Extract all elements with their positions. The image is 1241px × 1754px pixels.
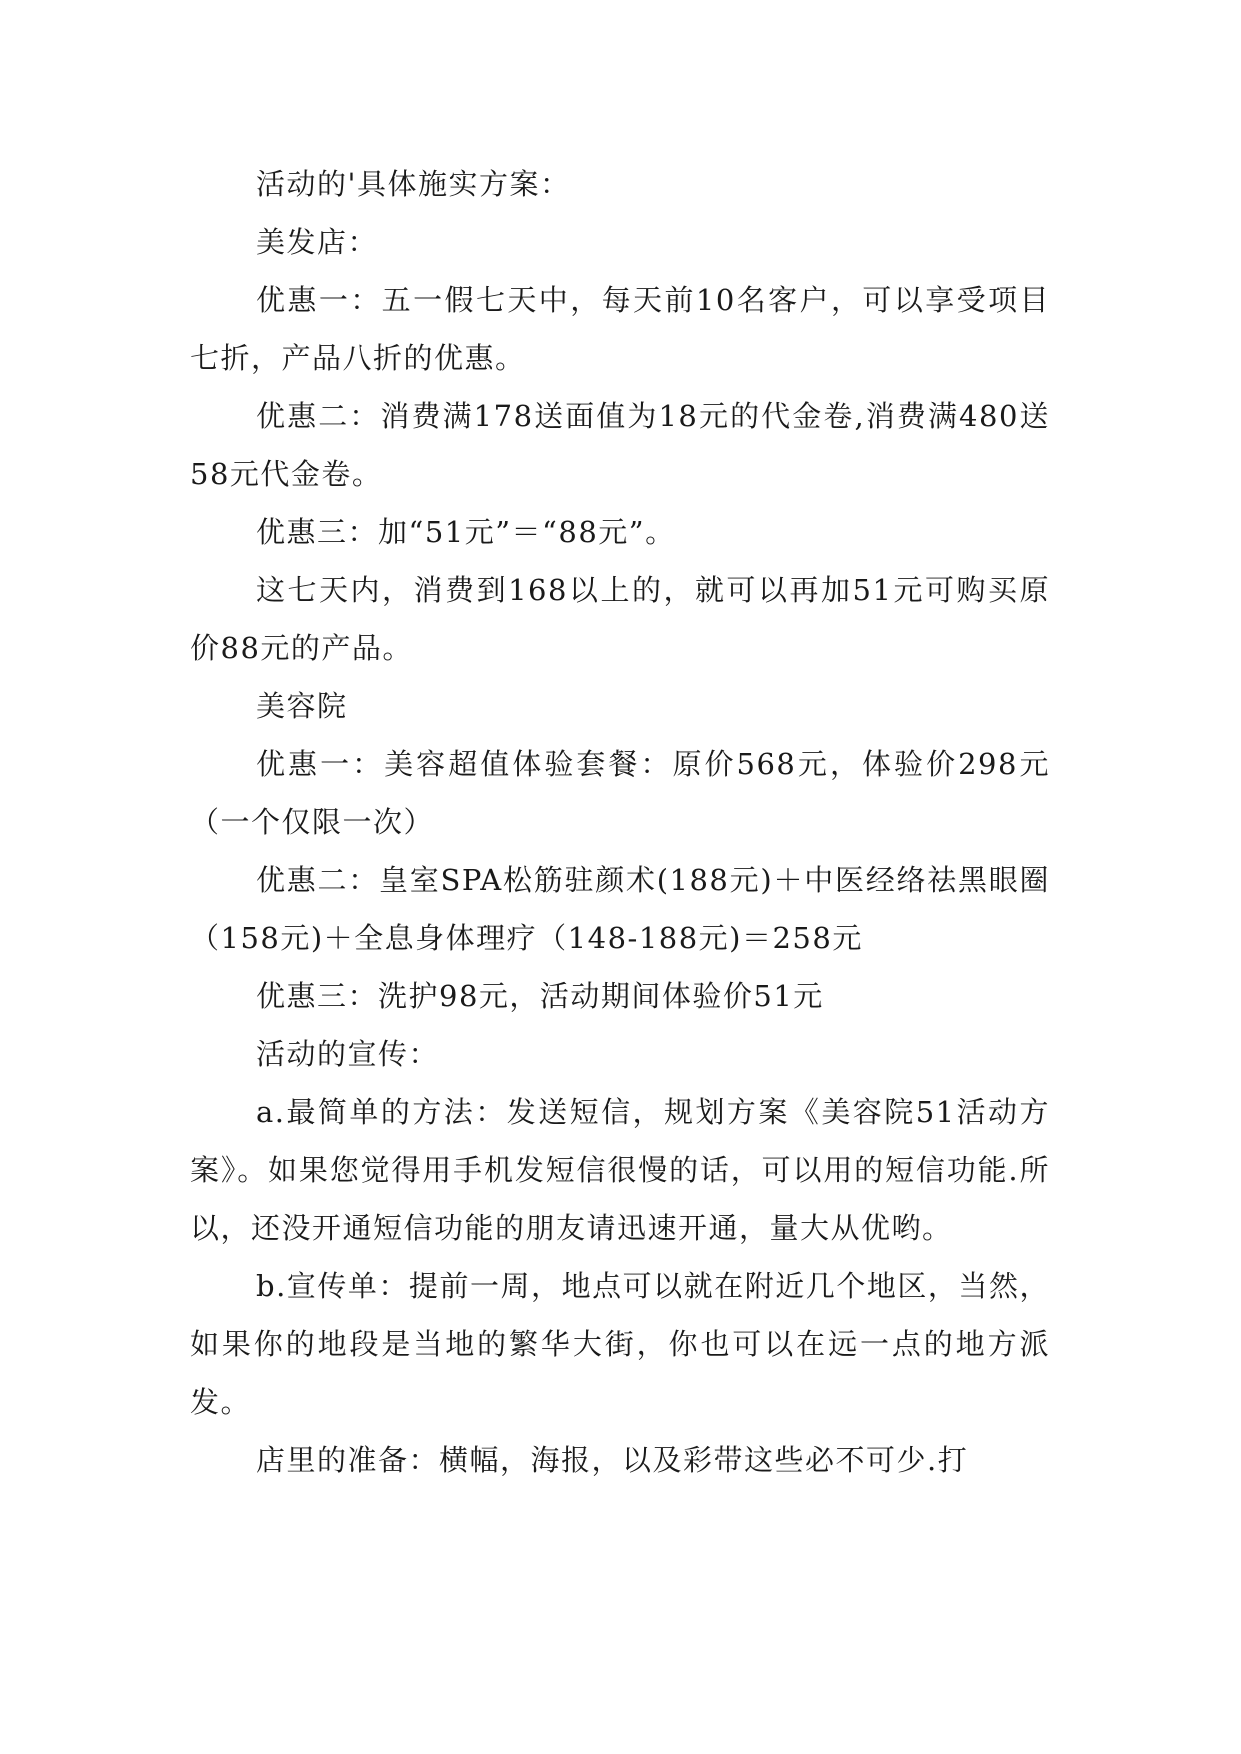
paragraph-beauty-offer-1: 优惠一：美容超值体验套餐：原价568元，体验价298元（一个仅限一次）: [190, 747, 1050, 839]
paragraph-salon-offer-2: 优惠二：消费满178送面值为18元的代金卷,消费满480送58元代金卷。: [190, 399, 1050, 491]
paragraph-plan-heading: 活动的'具体施实方案：: [256, 167, 571, 201]
paragraph-salon-offer-3: 优惠三：加“51元”＝“88元”。: [256, 515, 676, 549]
document-body: [190, 155, 1050, 1489]
paragraph-promotion-heading: 活动的宣传：: [256, 1037, 440, 1071]
paragraph-salon-offer-1: 优惠一：五一假七天中，每天前10名客户，可以享受项目七折，产品八折的优惠。: [190, 283, 1050, 375]
paragraph-beauty-offer-3: 优惠三：洗护98元，活动期间体验价51元: [256, 979, 824, 1013]
paragraph-promotion-sms: a.最简单的方法：发送短信，规划方案《美容院51活动方案》。如果您觉得用手机发短信很慢的话，可以用的短信功能.所以，还没开通短信功能的朋友请迅速开通，量大从优哟。: [190, 1095, 1050, 1245]
paragraph-salon-offer-3-detail: 这七天内，消费到168以上的，就可以再加51元可购买原价88元的产品。: [190, 573, 1050, 665]
paragraph-store-preparation: 店里的准备：横幅，海报，以及彩带这些必不可少.打: [256, 1443, 969, 1477]
paragraph-beauty-offer-2: 优惠二：皇室SPA松筋驻颜术(188元)＋中医经络祛黑眼圈（158元)＋全息身体理疗（148-188元)＝258元: [190, 863, 1050, 955]
paragraph-promotion-flyer: b.宣传单：提前一周，地点可以就在附近几个地区，当然，如果你的地段是当地的繁华大街，你也可以在远一点的地方派发。: [190, 1269, 1050, 1419]
paragraph-beauty-heading: 美容院: [256, 689, 348, 723]
paragraph-salon-heading: 美发店：: [256, 225, 379, 259]
